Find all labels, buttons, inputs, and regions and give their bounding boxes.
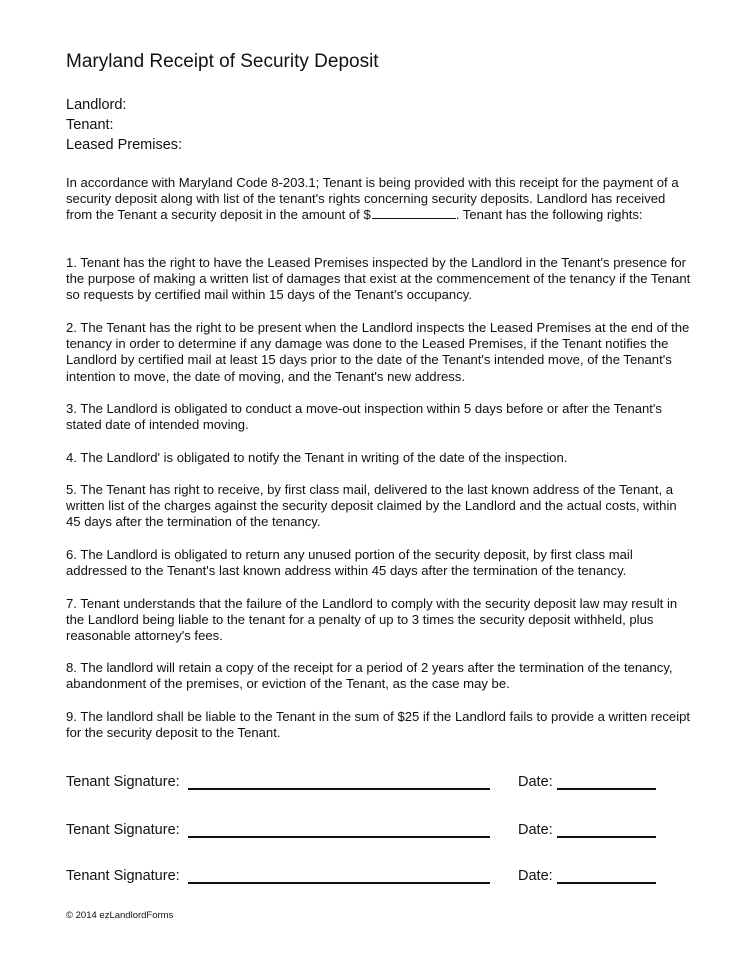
signature-row	[0, 867, 750, 887]
document-title: Maryland Receipt of Security Deposit	[66, 51, 379, 72]
date-label: Date:	[518, 868, 553, 884]
date-line[interactable]	[557, 836, 656, 838]
intro-text-before-amount: In accordance with Maryland Code 8-203.1; Tenant is being provided with this receipt for the payment of a security deposit along with list of the tenant's rights concerning security deposits. Landlord has received from the Tenant a security deposit in the amount of $	[66, 175, 679, 223]
signature-row	[0, 821, 750, 841]
tenant-signature-label: Tenant Signature:	[66, 868, 180, 884]
date-label: Date:	[518, 774, 553, 790]
right-item: 6. The Landlord is obligated to return any unused portion of the security deposit, by first class mail addressed to the Tenant's last known address within 45 days after the termination of the tenancy.	[66, 547, 633, 579]
landlord-field-label: Landlord:	[66, 97, 127, 113]
date-label: Date:	[518, 822, 553, 838]
right-item: 3. The Landlord is obligated to conduct a move-out inspection within 5 days before or after the Tenant's stated date of intended moving.	[66, 401, 662, 433]
right-item: 5. The Tenant has right to receive, by first class mail, delivered to the last known address of the Tenant, a written list of the charges against the security deposit claimed by the Landlord and the actual costs, within 45 days after the termination of the tenancy.	[66, 482, 677, 530]
right-item: 7. Tenant understands that the failure of the Landlord to comply with the security deposit law may result in the Landlord being liable to the tenant for a penalty of up to 3 times the security deposit withheld, plus reasonable attorney's fees.	[66, 596, 678, 644]
signature-row	[0, 773, 750, 793]
leased-premises-field-label: Leased Premises:	[66, 137, 183, 153]
copyright-footer: © 2014 ezLandlordForms	[66, 910, 174, 921]
date-line[interactable]	[557, 882, 656, 884]
deposit-amount-blank[interactable]	[372, 207, 456, 219]
tenant-field-label: Tenant:	[66, 117, 114, 133]
right-item: 9. The landlord shall be liable to the Tenant in the sum of $25 if the Landlord fails to provide a written receipt for the security deposit to the Tenant.	[66, 709, 691, 741]
right-item: 4. The Landlord' is obligated to notify the Tenant in writing of the date of the inspection.	[66, 450, 568, 465]
intro-text-after-amount: . Tenant has the following rights:	[455, 207, 643, 223]
tenant-signature-label: Tenant Signature:	[66, 774, 180, 790]
tenant-signature-line[interactable]	[188, 788, 490, 790]
date-line[interactable]	[557, 788, 656, 790]
right-item: 1. Tenant has the right to have the Leased Premises inspected by the Landlord in the Tenant's presence for the purpose of making a written list of damages that exist at the commencement of the tenancy if the Tenant so requests by certified mail within 15 days of the Tenant's occupancy.	[66, 255, 691, 303]
right-item: 8. The landlord will retain a copy of the receipt for a period of 2 years after the termination of the tenancy, abandonment of the premises, or eviction of the Tenant, as the case may be.	[66, 660, 673, 692]
tenant-signature-label: Tenant Signature:	[66, 822, 180, 838]
tenant-signature-line[interactable]	[188, 882, 490, 884]
right-item: 2. The Tenant has the right to be present when the Landlord inspects the Leased Premises at the end of the tenancy in order to determine if any damage was done to the Leased Premises, if the Tenant notifies the Landlord by certified mail at least 15 days prior to the date of the Tenant's intended move, of the Tenant's intention to move, the date of moving, and the Tenant's new address.	[66, 320, 690, 384]
tenant-signature-line[interactable]	[188, 836, 490, 838]
intro-paragraph	[66, 175, 691, 224]
